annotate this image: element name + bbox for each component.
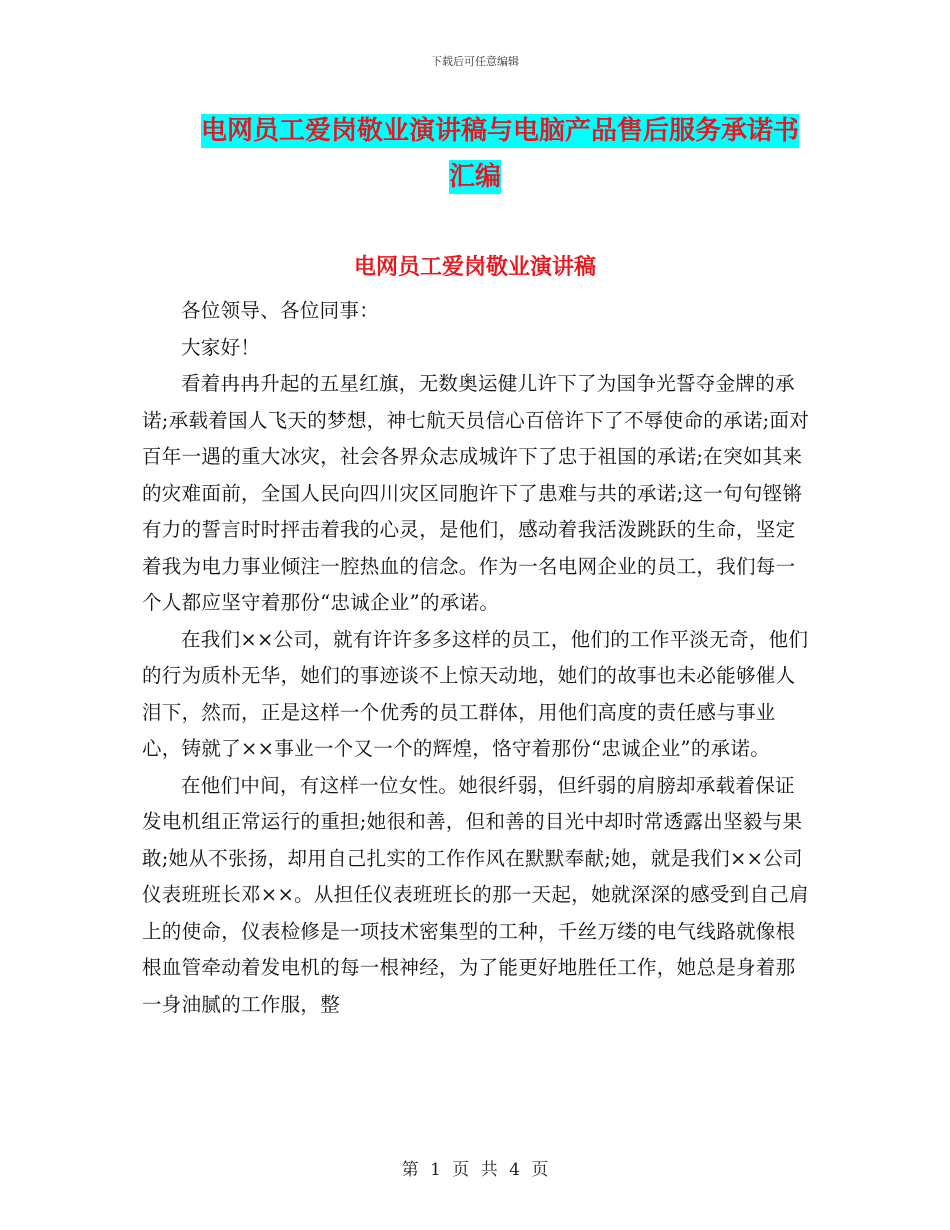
paragraph-salutation: 各位领导、各位同事： <box>181 299 380 322</box>
document-title-line-1 <box>0 108 950 154</box>
section-title: 电网员工爱岗敬业演讲稿 <box>353 255 596 280</box>
paragraph: 看着冉冉升起的五星红旗，无数奥运健儿许下了为国争光誓夺金牌的承诺;承载着国人飞天的梦想，神七航天员信心百倍许下了不辱使命的承诺;面对百年一遇的重大冰灾，社会各界众志成城许下了忠于祖国的承诺;在突如其来的灾难面前，全国人民向四川灾区同胞许下了患难与共的承诺;这一句句铿锵有力的誓言时时抨击着我的心灵，是他们，感动着我活泼跳跃的生命，坚定着我为电力事业倾注一腔热血的信念。作为一名电网企业的员工，我们每一个人都应坚守着那份“忠诚企业”的承诺。 <box>142 372 810 614</box>
document-title <box>0 108 950 200</box>
title-highlight-2: 汇编 <box>448 162 501 192</box>
paragraph-greeting: 大家好！ <box>181 335 261 359</box>
title-highlight-1: 电网员工爱岗敬业演讲稿与电脑产品售后服务承诺书 <box>200 116 799 146</box>
document-title-line-2 <box>0 154 950 200</box>
document-body <box>142 293 814 1023</box>
paragraph: 在我们××公司，就有许许多多这样的员工，他们的工作平淡无奇，他们的行为质朴无华，她们的事迹谈不上惊天动地，她们的故事也未必能够催人泪下，然而，正是这样一个优秀的员工群体，用他们高度的责任感与事业心，铸就了××事业一个又一个的辉煌，恪守着那份“忠诚企业”的承诺。 <box>142 627 809 760</box>
page-number-footer: 第 1 页 共 4 页 <box>401 1160 549 1180</box>
paragraph: 在他们中间，有这样一位女性。她很纤弱，但纤弱的肩膀却承载着保证发电机组正常运行的重担;她很和善，但和善的目光中却时常透露出坚毅与果敢;她从不张扬，却用自己扎实的工作作风在默默奉献;她，就是我们××公司仪表班班长邓××。从担任仪表班班长的那一天起，她就深深的感受到自己肩上的使命，仪表检修是一项技术密集型的工种，千丝万缕的电气线路就像根根血管牵动着发电机的每一根神经，为了能更好地胜任工作，她总是身着那一身油腻的工作服，整 <box>142 773 809 1016</box>
page-header-note: 下载后可任意编辑 <box>431 55 519 68</box>
